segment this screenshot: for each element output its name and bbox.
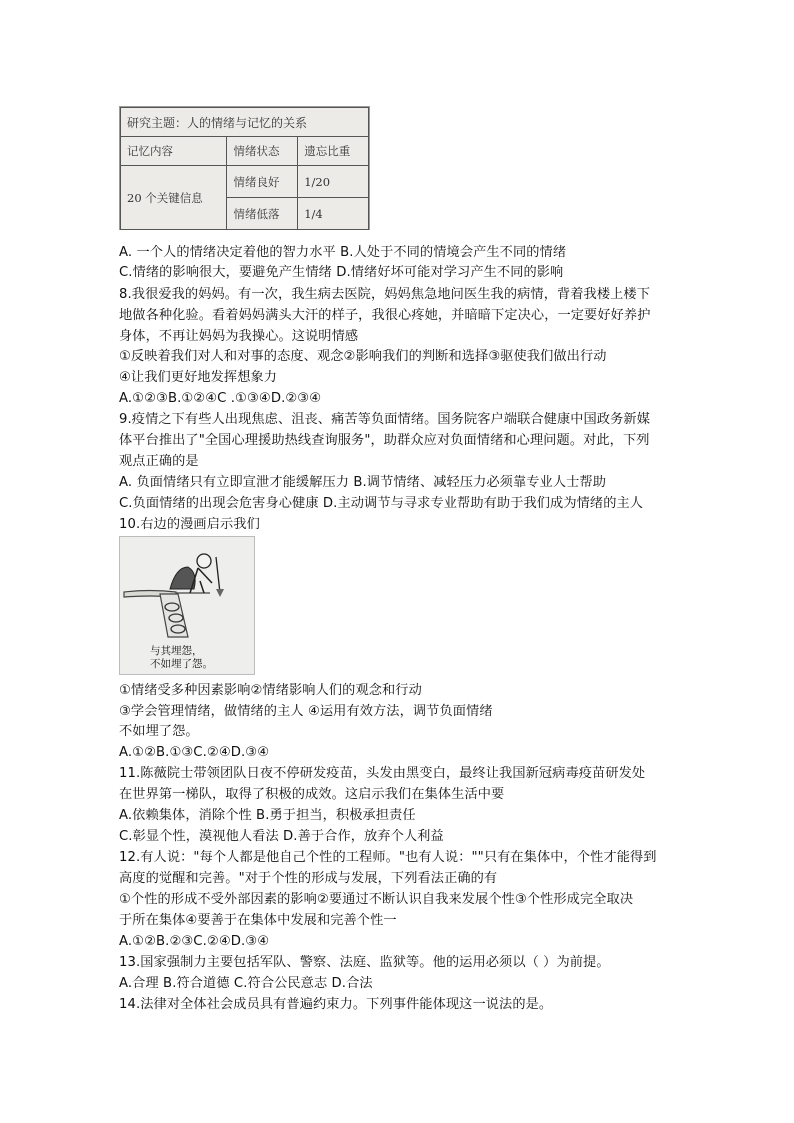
q10-statements-line1: ①情绪受多种因素影响②情绪影响人们的观念和行动	[119, 683, 422, 698]
q12-statements-line2: 于所在集体④要善于在集体中发展和完善个性一	[119, 913, 397, 928]
q9-option-cd: C.负面情绪的出现会危害身心健康 D.主动调节与寻求专业帮助有助于我们成为情绪的主人	[119, 496, 644, 511]
table-cell-state-good: 情绪良好	[227, 166, 298, 198]
q11-stem-line2: 在世界第一梯队，取得了积极的成效。这启示我们在集体生活中要	[119, 787, 505, 802]
q7-option-ab: A. 一个人的情绪决定着他的智力水平 B.人处于不同的情境会产生不同的情绪	[119, 245, 567, 260]
q8-stem-line1: 8.我很爱我的妈妈。有一次，我生病去医院，妈妈焦急地问医生我的病情，背着我楼上楼下	[119, 287, 650, 302]
q12-stem-line1: 12.有人说："每个人都是他自己个性的工程师。"也有人说：""只有在集体中，个性才能得到	[119, 850, 657, 865]
q10-statements-line2: ③学会管理情绪，做情绪的主人 ④运用有效方法，调节负面情绪	[119, 704, 493, 719]
q9-stem-line2: 体平台推出了"全国心理援助热线查询服务"，助群众应对负面情绪和心理问题。对此，下列	[119, 433, 650, 448]
cartoon-drawing	[120, 537, 254, 674]
q10-options: A.①②B.①③C.②④D.③④	[119, 745, 270, 760]
q12-options: A.①②B.②③C.②④D.③④	[119, 934, 270, 949]
research-table	[120, 107, 369, 230]
q9-stem-line1: 9.疫情之下有些人出现焦虑、沮丧、痛苦等负面情绪。国务院客户端联合健康中国政务新媒	[119, 412, 650, 427]
q9-stem-line3: 观点正确的是	[119, 454, 199, 469]
q10-caption-text: 不如埋了怨。	[119, 724, 199, 739]
table-title: 研究主题：人的情绪与记忆的关系	[121, 108, 369, 137]
q8-stem-line3: 身体，不再让妈妈为我操心。这说明情感	[119, 329, 359, 344]
q10-stem: 10.右边的漫画启示我们	[119, 517, 260, 532]
table-header-content: 记忆内容	[121, 137, 227, 166]
research-table-image	[119, 106, 370, 230]
q8-statements-line2: ④让我们更好地发挥想象力	[119, 370, 278, 385]
q12-statements-line1: ①个性的形成不受外部因素的影响②要通过不断认识自我来发展个性③个性形成完全取决	[119, 892, 634, 907]
q8-statements-line1: ①反映着我们对人和对事的态度、观念②影响我们的判断和选择③驱使我们做出行动	[119, 349, 607, 364]
table-cell-ratio-good: 1/20	[298, 166, 369, 198]
q13-stem: 13.国家强制力主要包括军队、警察、法庭、监狱等。他的运用必须以（ ）为前提。	[119, 955, 610, 970]
table-header-state: 情绪状态	[227, 137, 298, 166]
q8-options: A.①②③B.①②④C .①③④D.②③④	[119, 391, 322, 406]
cartoon-caption-2: 不如埋了怨。	[150, 658, 213, 670]
table-cell-content: 20 个关键信息	[121, 166, 227, 230]
q13-options: A.合理 B.符合道德 C.符合公民意志 D.合法	[119, 976, 373, 991]
q9-option-ab: A. 负面情绪只有立即宣泄才能缓解压力 B.调节情绪、减轻压力必须靠专业人士帮助	[119, 475, 606, 490]
table-cell-state-low: 情绪低落	[227, 198, 298, 230]
cartoon-image	[119, 536, 255, 675]
q12-stem-line2: 高度的觉醒和完善。"对于个性的形成与发展，下列看法正确的有	[119, 871, 498, 886]
q7-option-cd: C.情绪的影响很大，要避免产生情绪 D.情绪好坏可能对学习产生不同的影响	[119, 265, 564, 280]
q14-stem: 14.法律对全体社会成员具有普遍约束力。下列事件能体现这一说法的是。	[119, 997, 553, 1012]
table-cell-ratio-low: 1/4	[298, 198, 369, 230]
q11-stem-line1: 11.陈薇院士带领团队日夜不停研发疫苗，头发由黑变白，最终让我国新冠病毒疫苗研发处	[119, 766, 646, 781]
cartoon-caption-1: 与其埋怨，	[150, 645, 203, 657]
q11-option-ab: A.依赖集体，消除个性 B.勇于担当，积极承担责任	[119, 808, 416, 823]
table-header-ratio: 遗忘比重	[298, 137, 369, 166]
q11-option-cd: C.彰显个性，漠视他人看法 D.善于合作，放弃个人利益	[119, 829, 444, 844]
q8-stem-line2: 地做各种化验。看着妈妈满头大汗的样子，我很心疼她，并暗暗下定决心，一定要好好养护	[119, 308, 651, 323]
